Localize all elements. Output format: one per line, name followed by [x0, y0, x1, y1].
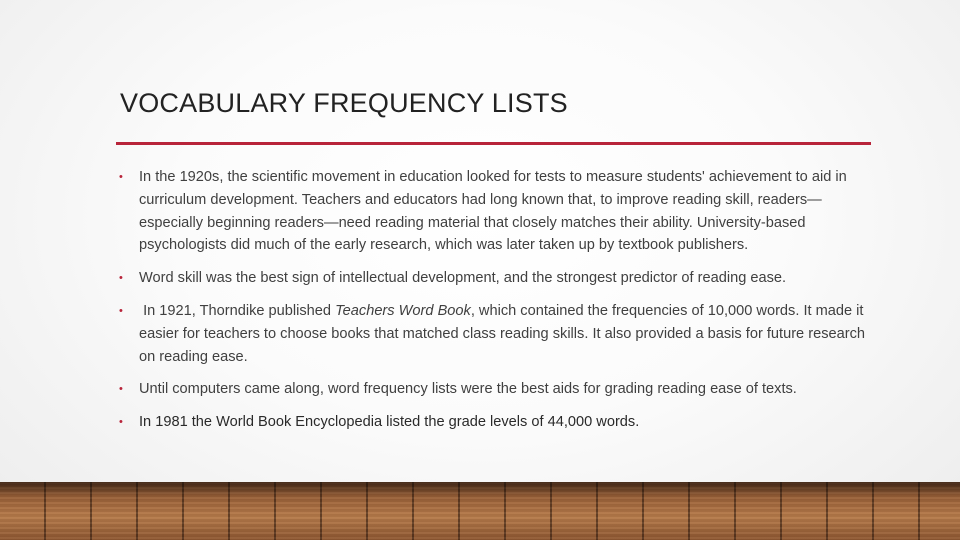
bullet-item-1920s [116, 166, 876, 257]
slide-title: VOCABULARY FREQUENCY LISTS [120, 88, 568, 118]
bullet-text-pre: In 1921, Thorndike published [139, 302, 336, 319]
bullet-item-computers [116, 378, 876, 401]
bullet-list [116, 166, 876, 444]
bullet-text: In 1981 the World Book Encyclopedia listed the grade levels of 44,000 words. [139, 414, 640, 431]
bullet-text-post: , which contained the frequencies of 10,000 words. It made it easier for teachers to choose books that matched class reading skills. It also provided a basis for future research on reading ease. [139, 302, 866, 365]
bullet-text: Until computers came along, word frequency lists were the best aids for grading reading ease of texts. [139, 381, 797, 398]
bullet-dot-icon: • [119, 416, 123, 429]
floor-shadow [0, 482, 960, 496]
bullet-dot-icon: • [119, 383, 123, 396]
bullet-item-word-skill [116, 267, 876, 290]
bullet-text: Word skill was the best sign of intellectual development, and the strongest predictor of reading ease. [139, 270, 787, 287]
bullet-text: In the 1920s, the scientific movement in education looked for tests to measure students' achievement to aid in curriculum development. Teachers and educators had long known that, to improve reading skill, readers—especially beginning readers—need reading material that closely matches their ability. University-based psychologists did much of the early research, which was later taken up by textbook publishers. [139, 169, 847, 254]
bullet-item-thorndike [116, 300, 876, 368]
bullet-dot-icon: • [119, 304, 123, 317]
bullet-dot-icon: • [119, 272, 123, 285]
bullet-dot-icon: • [119, 171, 123, 183]
bullet-item-world-book [116, 411, 876, 434]
title-underline-rule [116, 142, 871, 145]
book-title-italic: Teachers Word Book [335, 302, 471, 319]
